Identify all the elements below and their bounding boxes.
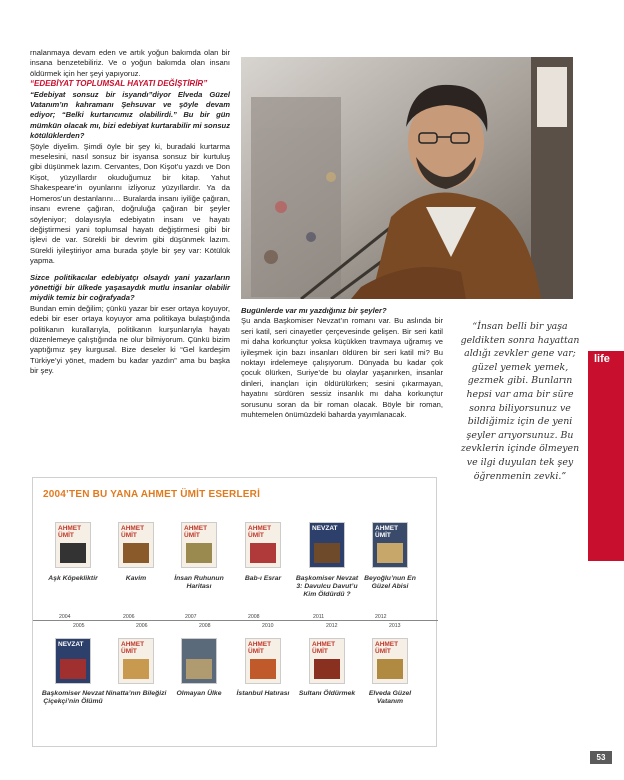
book-author: AHMET ÜMİT — [312, 641, 336, 655]
book-author: AHMET ÜMİT — [184, 525, 208, 539]
paragraph: Şöyle diyelim. Şimdi öyle bir şey ki, buradaki kurtarma meselesini, nasıl sonsuz bir isyansa sonsuz bir kurtuluş gibi düşünmek lazım. Cervantes, Don Kişot’u yazdı ve Don Kişot, yüzyıllardır okuduğumuz bir kitap. Yahut Shakespeare’in oyunlarını izliyoruz yüzyıllardır. Ya da Homeros’un destanlarını… Buralarda insanı iyiliğe çağıran, insanı evrene çağıran, doğruluğa çağıran bir şeyler söyleniyor; dolayısıyla edebiyatın insanı ve hayatı değiştirmesi yani toplumsal hayatı değiştirmesi gibi bir işlevi de var. Sürekli bir devrim gibi düşünmek lazım. Sürekli iyileştiriyor ama burada şöyle bir şey var: Kötülük yapma. — [30, 141, 230, 266]
book-caption: İstanbul Hatırası — [236, 690, 290, 697]
book-caption: Beyoğlu’nun En Güzel Abisi — [364, 575, 416, 591]
year-label: 2008 — [248, 614, 260, 620]
works-title: 2004’TEN BU YANA AHMET ÜMİT ESERLERİ — [43, 489, 261, 500]
paragraph: rnalanmaya devam eden ve artık yoğun bakımda olan bir insana benzetebiliriz. Ve o yoğun bakımda olan insanı öldürmek için her şeyi yapıyoruz. — [30, 48, 230, 78]
book-cover — [245, 522, 281, 568]
section-tab — [588, 351, 624, 371]
book-cover — [55, 522, 91, 568]
year-label: 2004 — [59, 614, 71, 620]
year-label: 2012 — [326, 623, 338, 629]
year-label: 2013 — [389, 623, 401, 629]
book-author: AHMET ÜMİT — [248, 641, 272, 655]
year-label: 2011 — [313, 614, 325, 620]
book-cover — [181, 522, 217, 568]
book-caption: Başkomiser Nevzat 3: Davulcu Davut’u Kim Öldürdü ? — [295, 575, 359, 599]
interview-question: Sizce politikacılar edebiyatçı olsaydı yani yazarların yönettiği bir ülkede yaşasaydık mutlu insanlar olabilir miydik temiz bir coğrafyada? — [30, 272, 230, 303]
interview-question: Bugünlerde var mı yazdığınız bir şeyler? — [241, 306, 387, 315]
book-cover — [309, 638, 345, 684]
article-column-1 — [30, 48, 230, 377]
paragraph: Şu anda Başkomiser Nevzat’ın romanı var. Bu aslında bir seri katil, seri cinayetler çerçevesinde gelişen. Bir seri katil mi daha korkunçtur yoksa küçükken travmaya uğramış ve iyileşmek için bazı insanları öldüren bir seri katil mi? Bu noktayı irdelemeye çalışıyorum. Dünyada bu kadar çok çocuk ölürken, Suriye’de bu olaylar yaşanırken, insanlar dinleri, inançları için öldürülürken; sesini çıkarmayan, hayatını sürdüren sessiz insanlık mı daha korkunçtur sorusunu soran da bir roman olacak. Böyle bir roman, muhtemelen önümüzdeki baharda yayımlanacak. — [241, 316, 443, 420]
book-caption: Ninatta’nın Bileğizi — [105, 690, 167, 697]
interview-question: “Edebiyat sonsuz bir isyandı”diyor Elveda Güzel Vatanım’ın kahramanı Şehsuvar ve şöyle devam ediyor; “Belki kurtarıcımız olabilirdi.” Bu bir gün mümkün olacak mı, bizi edebiyat kurtarabilir mi sonsuz kötülüklerden? — [30, 89, 230, 141]
book-cover — [372, 638, 408, 684]
paragraph: Bundan emin değilim; çünkü yazar bir eser ortaya koyuyor, edebi bir eser ortaya koyuyor ama politikaya bulaştığında politikanın kurallarıyla, politikanın kurşunlarıyla hayatı düzenlemeye çalıştığında ne olur bilmiyorum. Çünkü bizim yaptığımız şey kurgusal. Bize deseler ki “Gel kardeşim Türkiye’yi yönet, madem bu kadar yazdın” ama bu başka bir şey. — [30, 303, 230, 376]
book-author: AHMET ÜMİT — [121, 641, 145, 655]
book-caption: Elveda Güzel Vatanım — [368, 690, 412, 706]
book-caption: Sultanı Öldürmek — [298, 690, 356, 697]
book-cover — [309, 522, 345, 568]
book-cover — [372, 522, 408, 568]
pull-quote: “İnsan belli bir yaşa geldikten sonra hayattan aldığı zevkler gene var; güzel yemek yemek, gezmek gibi. Bunların hepsi var ama bir süre sonra biliyorsunuz ve bildiğimiz için de yeni şeyler arıyorsunuz. Bu zevklerin içinde ölmeyen ve ilgi duyulan tek şey öğrenmenin zevki.” — [460, 321, 580, 482]
book-author: AHMET ÜMİT — [58, 525, 82, 539]
year-label: 2010 — [262, 623, 274, 629]
book-caption: Kavim — [125, 575, 147, 582]
timeline — [33, 620, 438, 621]
book-cover — [181, 638, 217, 684]
section-tab-label: life — [594, 353, 610, 365]
book-title-mark: NEVZAT — [58, 641, 84, 648]
book-caption: Olmayan Ülke — [176, 690, 222, 697]
section-heading: “EDEBİYAT TOPLUMSAL HAYATI DEĞİŞTİRİR” — [30, 79, 208, 89]
year-label: 2007 — [185, 614, 197, 620]
page-number: 53 — [590, 751, 612, 764]
year-label: 2005 — [73, 623, 85, 629]
book-caption: Bab-ı Esrar — [244, 575, 282, 582]
book-author: AHMET ÜMİT — [375, 641, 399, 655]
book-caption: İnsan Ruhunun Haritası — [174, 575, 224, 591]
book-author: AHMET ÜMİT — [375, 525, 399, 539]
year-label: 2008 — [199, 623, 211, 629]
book-cover — [118, 638, 154, 684]
book-caption: Aşk Köpekliktir — [48, 575, 98, 582]
article-column-2 — [241, 306, 443, 420]
year-label: 2012 — [375, 614, 387, 620]
book-caption: Başkomiser Nevzat Çiçekçi’nin Ölümü — [41, 690, 105, 706]
book-cover — [55, 638, 91, 684]
book-cover — [245, 638, 281, 684]
book-author: AHMET ÜMİT — [121, 525, 145, 539]
works-box — [32, 477, 437, 747]
author-photo — [241, 57, 573, 299]
book-author: AHMET ÜMİT — [248, 525, 272, 539]
year-label: 2006 — [123, 614, 135, 620]
book-title-mark: NEVZAT — [312, 525, 338, 532]
side-accent-bar — [588, 371, 624, 561]
book-cover — [118, 522, 154, 568]
year-label: 2006 — [136, 623, 148, 629]
